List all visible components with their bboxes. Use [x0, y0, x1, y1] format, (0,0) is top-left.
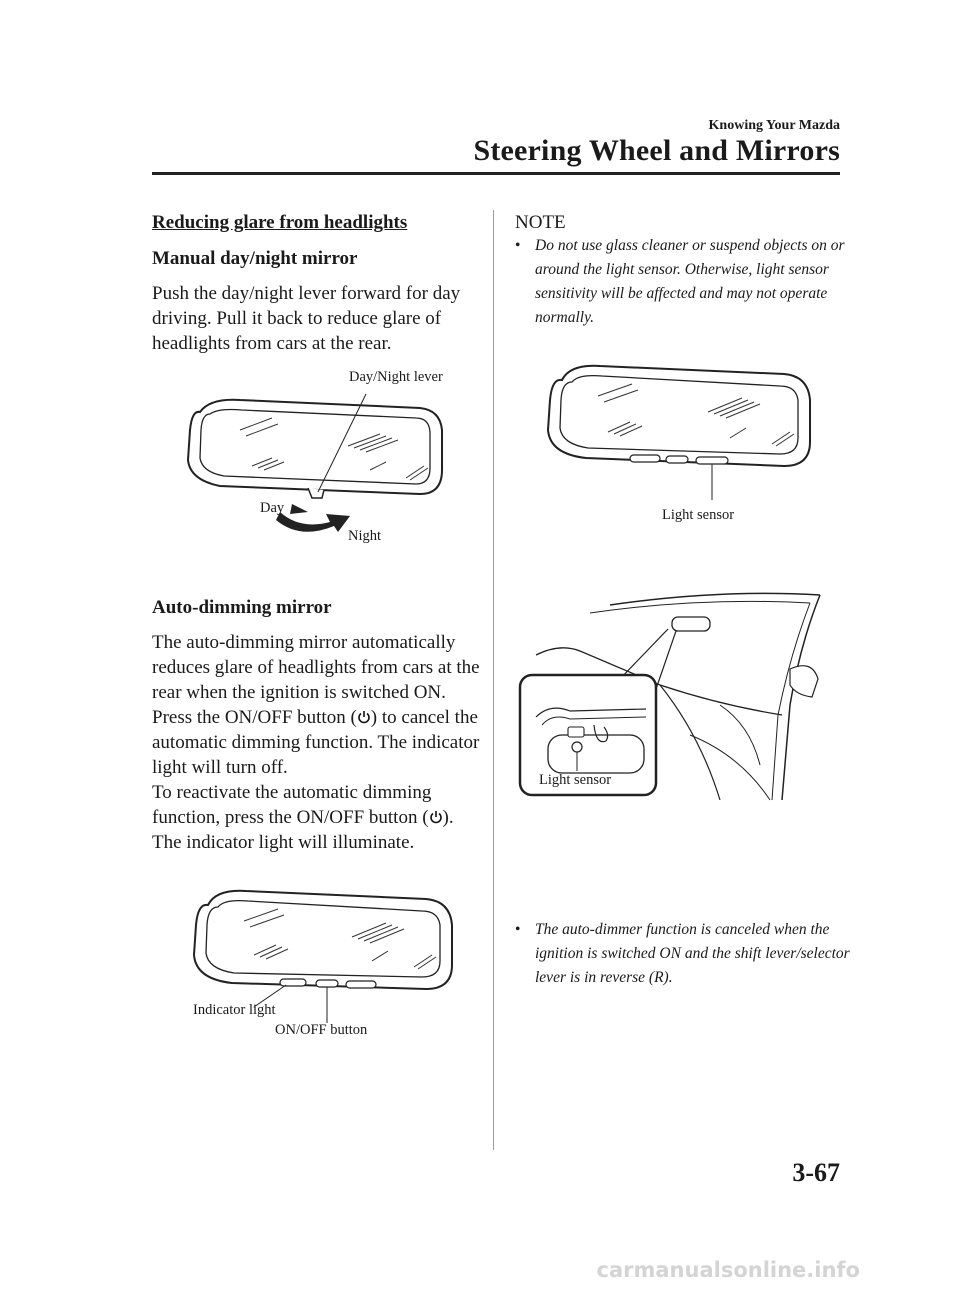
bullet: • — [515, 237, 521, 254]
windshield-top — [610, 593, 820, 605]
day-label: Day — [260, 500, 285, 516]
page-title: Steering Wheel and Mirrors — [473, 134, 840, 167]
watermark: carmanualsonline.info — [596, 1258, 860, 1282]
header-rule — [152, 172, 840, 175]
press-instruction: Press the ON/OFF button ( ) to cancel the automatic dimming function. The indicator light will turn off. — [152, 707, 480, 778]
day-night-arrow — [276, 512, 350, 532]
note-title: NOTE — [515, 212, 566, 233]
manual-mirror-title: Manual day/night mirror — [152, 248, 358, 269]
day-night-lever-label: Day/Night lever — [349, 369, 443, 385]
auto-dimming-text: The auto-dimming mirror automatically reduces glare of headlights from cars at the rear when the ignition is switched ON. — [152, 632, 480, 703]
power-icon — [429, 810, 443, 824]
mirror-small — [672, 617, 710, 631]
light-sensor — [346, 981, 376, 988]
section-name: Knowing Your Mazda — [708, 118, 840, 133]
column-divider — [493, 210, 494, 1150]
manual-mirror-figure — [180, 390, 450, 550]
light-sensor-callout-label: Light sensor — [539, 772, 612, 788]
reactivate-instruction: To reactivate the automatic dimming function, press the ON/OFF button ( ). — [152, 782, 454, 828]
indicator-light-label: Indicator light — [193, 1002, 276, 1018]
page-number: 3-67 — [792, 1158, 840, 1187]
light-sensor-label: Light sensor — [662, 507, 735, 523]
indicator-note: The indicator light will illuminate. — [152, 832, 415, 853]
bullet: • — [515, 921, 521, 938]
note-item — [515, 918, 870, 990]
indicator-light — [280, 979, 306, 986]
car-interior-figure — [520, 585, 830, 800]
hood-line — [690, 735, 770, 800]
light-sensor — [696, 457, 728, 464]
power-icon — [357, 710, 371, 724]
side-mirror — [790, 666, 818, 697]
note-text: The auto-dimmer function is canceled when the ignition is switched ON and the shift lever/selector lever is in reverse (R). — [535, 921, 850, 986]
onoff-button — [316, 980, 338, 987]
sensor-dot — [572, 742, 582, 752]
manual-mirror-text: Push the day/night lever forward for day driving. Pull it back to reduce glare of headlights from cars at the rear. — [152, 283, 461, 354]
note-item — [515, 234, 870, 330]
a-pillar — [782, 595, 820, 800]
onoff-button-label: ON/OFF button — [275, 1022, 368, 1038]
auto-dimming-title: Auto-dimming mirror — [152, 597, 332, 618]
light-sensor-mirror-figure — [540, 360, 820, 500]
night-label: Night — [348, 528, 382, 544]
section-heading: Reducing glare from headlights — [152, 212, 408, 233]
note-text: Do not use glass cleaner or suspend objects on or around the light sensor. Otherwise, light sensor sensitivity will be affected and may not operate normally. — [535, 237, 845, 326]
